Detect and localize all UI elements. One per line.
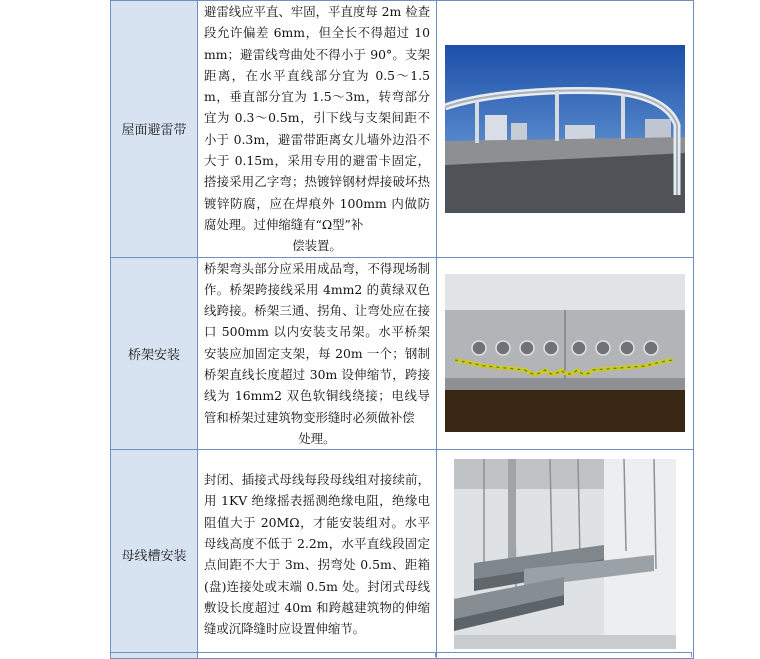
construction-spec-table xyxy=(110,0,694,659)
rooftop-lightning-rod-photo xyxy=(445,45,685,213)
row-description xyxy=(198,450,437,659)
row-label: 屋面避雷带 xyxy=(111,1,198,258)
cable-tray-bonding-photo xyxy=(445,274,685,432)
table-row xyxy=(111,257,694,450)
row-photo-cell xyxy=(437,257,694,450)
table-row xyxy=(111,450,694,659)
row-label: 母线槽安装 xyxy=(111,450,198,659)
row-description xyxy=(198,1,437,258)
busway-installation-photo xyxy=(454,459,676,649)
description-text: 避雷线应平直、牢固，平直度每 2m 检查段允许偏差 6mm，但全长不得超过 10mm；避雷线弯曲处不得小于 90°。支架距离，在水平直线部分宜为 0.5～1.5m，垂直部分宜为 1.5～3m，转弯部分宜为 0.3～0.5m，引下线与支架间距不小于 0.3m，避雷带距离女儿墙外边沿不大于 0.15m，采用专用的避雷卡固定，搭接采用乙字弯；热镀锌钢材焊接破坏热镀锌防腐，应在焊痕外 100mm 内做防腐处理。过伸缩缝有“Ω型”补 xyxy=(204,4,430,232)
table-row xyxy=(111,1,694,258)
description-text: 桥架弯头部分应采用成品弯，不得现场制作。桥架跨接线采用 4mm2 的黄绿双色线跨接。桥架三通、拐角、让弯处应在接口 500mm 以内安装支吊架。水平桥架安装应加固定支架，每 20m 一个；钢制桥架直线长度超过 30m 设伸缩节，跨接线为 16mm2 双色软铜线绕接；电线导管和桥架过建筑物变形缝时必须做补偿 xyxy=(204,260,430,425)
next-row-edge xyxy=(110,652,692,657)
row-photo-cell xyxy=(437,450,694,659)
description-text: 封闭、插接式母线每段母线组对接续前，用 1KV 绝缘摇表摇测绝缘电阻，绝缘电阻值大于 20MΩ，才能安装组对。水平母线高度不低于 2.2m，水平直线段固定点间距不大于 3m、拐弯处 0.5m、距箱(盘)连接处或末端 0.5m 处。封闭式母线敷设长度超过 40m 和跨越建筑物的伸缩缝或沉降缝时应设置伸缩节。 xyxy=(204,472,430,637)
row-photo-cell xyxy=(437,1,694,258)
description-text-end: 偿装置。 xyxy=(292,238,342,254)
row-label: 桥架安装 xyxy=(111,257,198,450)
description-text-end: 处理。 xyxy=(298,430,336,446)
row-description xyxy=(198,257,437,450)
